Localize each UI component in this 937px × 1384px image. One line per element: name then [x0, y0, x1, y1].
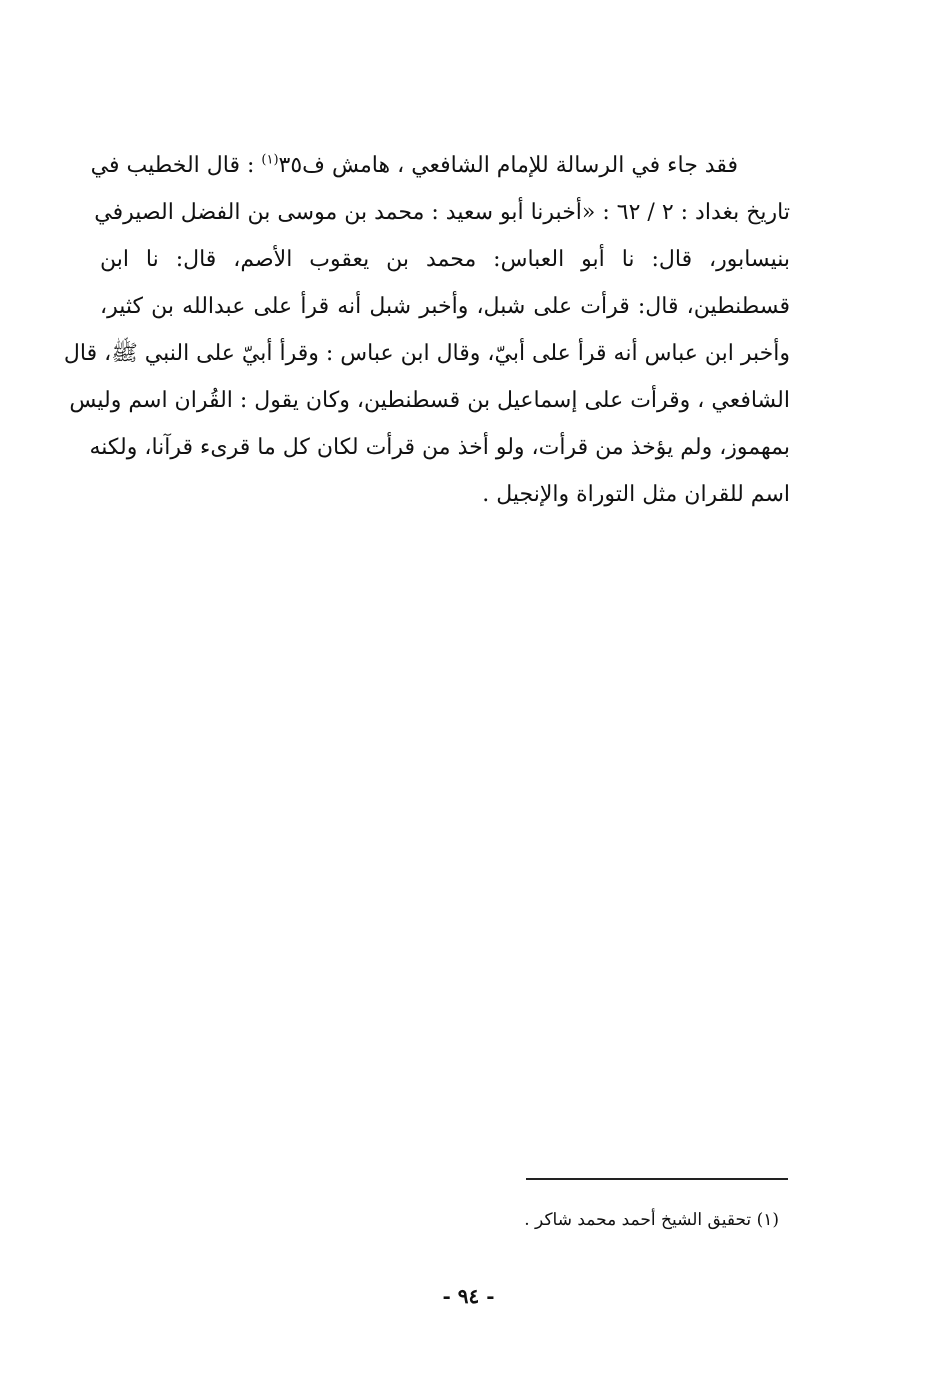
footnote-reference: (١) [261, 152, 279, 168]
body-line-7: بمهموز، ولم يؤخذ من قرأت، ولو أخذ من قرأت لكان كل ما قرىء قرآنا، ولكنه [89, 435, 790, 460]
body-line-4: قسطنطين، قال: قرأت على شبل، وأخبر شبل أنه قرأ على عبدالله بن كثير، [100, 294, 790, 319]
body-line-1 [90, 142, 790, 189]
body-line-8: اسم للقران مثل التوراة والإنجيل . [482, 482, 790, 507]
body-line-3: بنيسابور، قال: نا أبو العباس: محمد بن يعقوب الأصم، قال: نا ابن [100, 247, 790, 272]
body-line-1-text: فقد جاء في الرسالة للإمام الشافعي ، هامش ف٣٥ [278, 153, 738, 178]
body-line-1-tail: : قال الخطيب في [90, 153, 262, 178]
footnote-separator [526, 1178, 788, 1180]
page-number: - ٩٤ - [442, 1284, 495, 1308]
body-line-5: وأخبر ابن عباس أنه قرأ على أبيّ، وقال ابن عباس : وقرأ أبيّ على النبي ﷺ، قال [63, 341, 790, 366]
body-line-6: الشافعي ، وقرأت على إسماعيل بن قسطنطين، وكان يقول : القُران اسم وليس [69, 388, 790, 413]
footnote: (١) تحقيق الشيخ أحمد محمد شاكر . [524, 1210, 779, 1230]
body-line-2: تاريخ بغداد : ٢ / ٦٢ : «أخبرنا أبو سعيد : محمد بن موسى بن الفضل الصيرفي [94, 200, 790, 225]
body-paragraph [63, 142, 790, 518]
